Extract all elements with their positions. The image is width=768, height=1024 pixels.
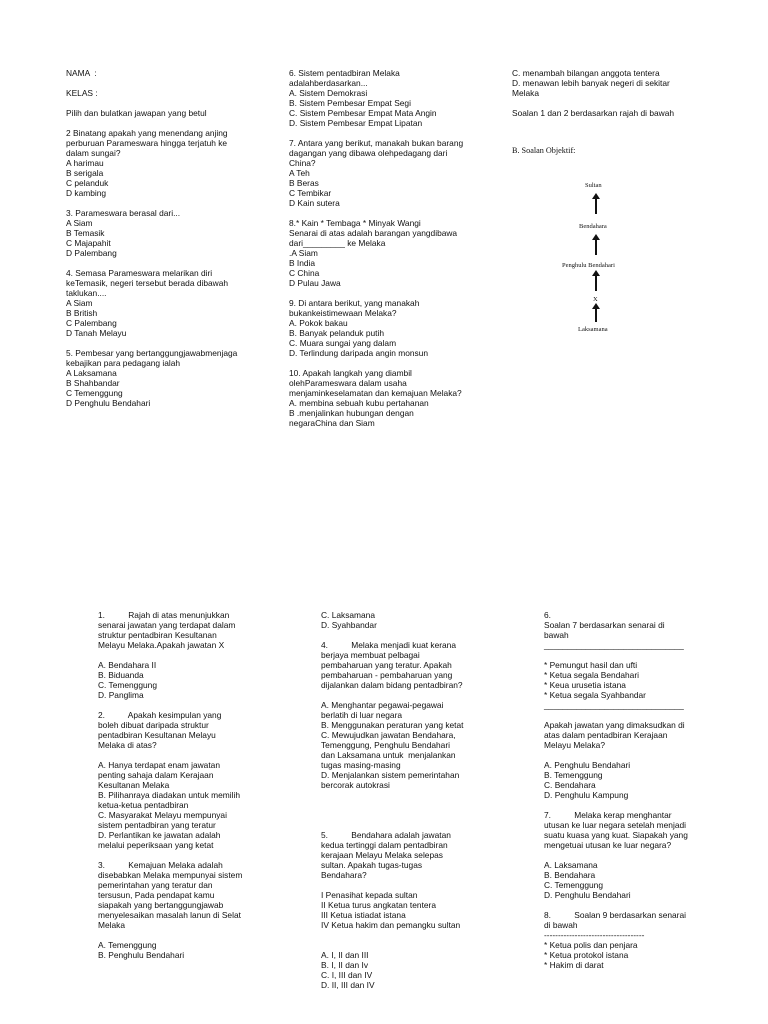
text-line: A. Menghantar pegawai-pegawai bbox=[321, 700, 444, 710]
question-block bbox=[289, 218, 494, 288]
text-line: dari_________ ke Melaka bbox=[289, 238, 386, 248]
question-block bbox=[321, 830, 511, 880]
text-line: NAMA : bbox=[66, 68, 97, 78]
text-line: A. Temenggung bbox=[98, 940, 157, 950]
text-line: pembaharuan - pembaharuan yang bbox=[321, 670, 453, 680]
question-block bbox=[289, 368, 494, 428]
text-line: kebajikan para pedagang ialah bbox=[66, 358, 181, 368]
text-line: pemerintahan yang teratur dan bbox=[98, 880, 213, 890]
text-line: China? bbox=[289, 158, 316, 168]
text-line: pembaharuan yang teratur. Apakah bbox=[321, 660, 452, 670]
text-line: tersusun, Pada pendapat kamu bbox=[98, 890, 215, 900]
text-line: dan Laksamana untuk menjalankan bbox=[321, 750, 456, 760]
text-line: 4. Semasa Parameswara melarikan diri bbox=[66, 268, 213, 278]
text-line: A. membina sebuah kubu pertahanan bbox=[289, 398, 429, 408]
text-line: * Keua urusetia istana bbox=[544, 680, 626, 690]
question-block bbox=[544, 860, 734, 900]
text-line: B British bbox=[66, 308, 98, 318]
text-line: B serigala bbox=[66, 168, 104, 178]
text-line: 5. Pembesar yang bertanggungjawabmenjaga bbox=[66, 348, 238, 358]
text-line: B. Pilihanraya diadakan untuk memilih bbox=[98, 790, 240, 800]
bottom-column-2 bbox=[321, 610, 511, 1000]
text-line: siapakah yang bertanggungjawab bbox=[98, 900, 224, 910]
text-line: B. Menggunakan peraturan yang ketat bbox=[321, 720, 464, 730]
question-block bbox=[321, 640, 511, 690]
text-line: A. Hanya terdapat enam jawatan bbox=[98, 760, 220, 770]
text-line: D. Terlindung daripada angin monsun bbox=[289, 348, 429, 358]
text-line: D. menawan lebih banyak negeri di sekitar bbox=[512, 78, 670, 88]
text-line: ______________________________ bbox=[544, 640, 684, 650]
question-block bbox=[66, 88, 266, 98]
question-block bbox=[544, 610, 734, 650]
text-line: 6. bbox=[544, 610, 551, 620]
text-line: 7. Antara yang berikut, manakah bukan barang bbox=[289, 138, 464, 148]
text-line: menyelesaikan masalah lanun di Selat bbox=[98, 910, 241, 920]
text-line: bercorak autokrasi bbox=[321, 780, 390, 790]
text-line: * Ketua protokol istana bbox=[544, 950, 629, 960]
diagram-laksamana: Laksamana bbox=[578, 326, 608, 333]
text-line: 8.* Kain * Tembaga * Minyak Wangi bbox=[289, 218, 421, 228]
text-line: A Teh bbox=[289, 168, 310, 178]
text-line: sultan. Apakah tugas-tugas bbox=[321, 860, 423, 870]
text-line: senarai jawatan yang terdapat dalam bbox=[98, 620, 236, 630]
text-line: adalahberdasarkan... bbox=[289, 78, 368, 88]
text-line: dijalankan dalam bidang pentadbiran? bbox=[321, 680, 463, 690]
text-line: 4. Melaka menjadi kuat kerana bbox=[321, 640, 456, 650]
text-line: B. I, II dan Iv bbox=[321, 960, 369, 970]
question-block bbox=[98, 940, 288, 960]
text-line: sistem pentadbiran yang teratur bbox=[98, 820, 216, 830]
top-column-3 bbox=[512, 68, 717, 128]
text-line: Senarai di atas adalah barangan yangdibawa bbox=[289, 228, 458, 238]
text-line: Melaka bbox=[98, 920, 125, 930]
text-line: D kambing bbox=[66, 188, 107, 198]
text-line: A Siam bbox=[66, 218, 93, 228]
question-block bbox=[512, 68, 717, 98]
question-block bbox=[98, 660, 288, 700]
text-line: Melaka di atas? bbox=[98, 740, 157, 750]
text-line: 3. Kemajuan Melaka adalah bbox=[98, 860, 223, 870]
text-line: * Hakim di darat bbox=[544, 960, 604, 970]
text-line: A harimau bbox=[66, 158, 104, 168]
question-block bbox=[98, 760, 288, 850]
text-line: D Pulau Jawa bbox=[289, 278, 341, 288]
text-line: A. Laksamana bbox=[544, 860, 598, 870]
text-line: Bendahara? bbox=[321, 870, 367, 880]
text-line: IV Ketua hakim dan pemangku sultan bbox=[321, 920, 461, 930]
text-line: D Palembang bbox=[66, 248, 117, 258]
question-block bbox=[321, 890, 511, 930]
question-block bbox=[289, 138, 494, 208]
text-line: B. Sistem Pembesar Empat Segi bbox=[289, 98, 411, 108]
text-line: dagangan yang dibawa olehpedagang dari bbox=[289, 148, 448, 158]
text-line: C Palembang bbox=[66, 318, 117, 328]
text-line: I Penasihat kepada sultan bbox=[321, 890, 418, 900]
question-block bbox=[544, 720, 734, 750]
text-line: B India bbox=[289, 258, 316, 268]
text-line: D. Perlantikan ke jawatan adalah bbox=[98, 830, 221, 840]
text-line: C. Bendahara bbox=[544, 780, 596, 790]
diagram-bendahara: Bendahara bbox=[579, 223, 607, 230]
text-line: Pilih dan bulatkan jawapan yang betul bbox=[66, 108, 207, 118]
text-line: B Beras bbox=[289, 178, 319, 188]
text-line: kerajaan Melayu Melaka selepas bbox=[321, 850, 443, 860]
question-block bbox=[544, 660, 734, 710]
text-line: D Tanah Melayu bbox=[66, 328, 127, 338]
text-line: keTemasik, negeri tersebut berada dibawah bbox=[66, 278, 229, 288]
question-block bbox=[544, 760, 734, 800]
text-line: ______________________________ bbox=[544, 700, 684, 710]
text-line: C. Mewujudkan jawatan Bendahara, bbox=[321, 730, 456, 740]
text-line: Apakah jawatan yang dimaksudkan di bbox=[544, 720, 685, 730]
text-line: olehParameswara dalam usaha bbox=[289, 378, 407, 388]
text-line: mengetuai utusan ke luar negara? bbox=[544, 840, 672, 850]
text-line: suatu kuasa yang kuat. Siapakah yang bbox=[544, 830, 688, 840]
text-line: D. Panglima bbox=[98, 690, 144, 700]
text-line: * Pemungut hasil dan ufti bbox=[544, 660, 638, 670]
text-line: berlatih di luar negara bbox=[321, 710, 403, 720]
arrow-up-icon bbox=[595, 198, 597, 214]
text-line: A. Pokok bakau bbox=[289, 318, 348, 328]
administration-diagram bbox=[540, 176, 650, 336]
text-line: 3. Parameswara berasal dari... bbox=[66, 208, 181, 218]
text-line bbox=[321, 940, 511, 950]
text-line: D. Penghulu Kampung bbox=[544, 790, 629, 800]
text-line: KELAS : bbox=[66, 88, 98, 98]
bottom-column-3 bbox=[544, 610, 734, 980]
text-line: tugas masing-masing bbox=[321, 760, 401, 770]
text-line: C. Sistem Pembesar Empat Mata Angin bbox=[289, 108, 437, 118]
question-block bbox=[98, 710, 288, 750]
text-line: B. Temenggung bbox=[544, 770, 603, 780]
text-line: Melaka bbox=[512, 88, 539, 98]
text-line: D. Penghulu Bendahari bbox=[544, 890, 631, 900]
text-line: Temenggung, Penghulu Bendahari bbox=[321, 740, 450, 750]
text-line: Melayu Melaka? bbox=[544, 740, 605, 750]
question-block bbox=[289, 298, 494, 358]
text-line: C Majapahit bbox=[66, 238, 111, 248]
question-block bbox=[66, 108, 266, 118]
text-line: menjaminkeselamatan dan kemajuan Melaka? bbox=[289, 388, 462, 398]
text-line: B Temasik bbox=[66, 228, 105, 238]
text-line bbox=[321, 800, 511, 810]
question-block bbox=[66, 268, 266, 338]
text-line: Soalan 7 berdasarkan senarai di bbox=[544, 620, 665, 630]
text-line: .A Siam bbox=[289, 248, 318, 258]
text-line: 1. Rajah di atas menunjukkan bbox=[98, 610, 230, 620]
text-line: kedua tertinggi dalam pentadbiran bbox=[321, 840, 448, 850]
text-line: atas dalam pentadbiran Kerajaan bbox=[544, 730, 668, 740]
top-column-1 bbox=[66, 68, 266, 418]
section-b-heading: B. Soalan Objektif: bbox=[512, 146, 576, 155]
text-line: 9. Di antara berikut, yang manakah bbox=[289, 298, 420, 308]
text-line: Kesultanan Melaka bbox=[98, 780, 170, 790]
text-line: C. menambah bilangan anggota tentera bbox=[512, 68, 660, 78]
text-line: B. Banyak pelanduk putih bbox=[289, 328, 384, 338]
text-line: A. Bendahara II bbox=[98, 660, 157, 670]
text-line: II Ketua turus angkatan tentera bbox=[321, 900, 437, 910]
text-line: C China bbox=[289, 268, 320, 278]
text-line: C. Masyarakat Melayu mempunyai bbox=[98, 810, 227, 820]
question-block bbox=[321, 940, 511, 990]
text-line: 5. Bendahara adalah jawatan bbox=[321, 830, 451, 840]
text-line: * Ketua segala Bendahari bbox=[544, 670, 639, 680]
text-line bbox=[321, 810, 511, 820]
text-line: D. II, III dan IV bbox=[321, 980, 375, 990]
text-line: B Shahbandar bbox=[66, 378, 120, 388]
text-line: D. Menjalankan sistem pemerintahan bbox=[321, 770, 460, 780]
question-block bbox=[321, 610, 511, 630]
text-line: di bawah bbox=[544, 920, 578, 930]
text-line: B. Bendahara bbox=[544, 870, 596, 880]
text-line: 8. Soalan 9 berdasarkan senarai bbox=[544, 910, 686, 920]
text-line: struktur pentadbiran Kesultanan bbox=[98, 630, 217, 640]
text-line: penting sahaja dalam Kerajaan bbox=[98, 770, 214, 780]
top-column-2 bbox=[289, 68, 494, 438]
text-line: taklukan.... bbox=[66, 288, 107, 298]
text-line: bawah bbox=[544, 630, 569, 640]
question-block bbox=[66, 68, 266, 78]
text-line: B. Penghulu Bendahari bbox=[98, 950, 185, 960]
text-line: 6. Sistem pentadbiran Melaka bbox=[289, 68, 400, 78]
question-block bbox=[98, 610, 288, 650]
question-block bbox=[98, 860, 288, 930]
text-line: D Kain sutera bbox=[289, 198, 340, 208]
text-line: melalui peperiksaan yang ketat bbox=[98, 840, 214, 850]
text-line: 2. Apakah kesimpulan yang bbox=[98, 710, 222, 720]
question-block bbox=[66, 348, 266, 408]
text-line: C. Laksamana bbox=[321, 610, 375, 620]
bottom-column-1 bbox=[98, 610, 288, 970]
text-line: C Temenggung bbox=[66, 388, 123, 398]
text-line: disebabkan Melaka mempunyai sistem bbox=[98, 870, 243, 880]
text-line: * Ketua polis dan penjara bbox=[544, 940, 638, 950]
text-line: C. Temenggung bbox=[98, 680, 157, 690]
question-block bbox=[321, 800, 511, 820]
text-line: D. Sistem Pembesar Empat Lipatan bbox=[289, 118, 423, 128]
text-line: D. Syahbandar bbox=[321, 620, 377, 630]
question-block bbox=[512, 108, 717, 118]
text-line: * Ketua segala Syahbandar bbox=[544, 690, 646, 700]
question-block bbox=[289, 68, 494, 128]
diagram-sultan: Sultan bbox=[585, 182, 602, 189]
question-block bbox=[544, 810, 734, 850]
diagram-x: X bbox=[593, 296, 598, 303]
text-line: B .menjalinkan hubungan dengan bbox=[289, 408, 414, 418]
question-block bbox=[321, 700, 511, 790]
text-line: pentadbiran Kesultanan Melayu bbox=[98, 730, 216, 740]
text-line: 7. Melaka kerap menghantar bbox=[544, 810, 672, 820]
text-line: boleh dibuat daripada struktur bbox=[98, 720, 209, 730]
arrow-up-icon bbox=[595, 275, 597, 291]
text-line: B. Biduanda bbox=[98, 670, 144, 680]
text-line: III Ketua istiadat istana bbox=[321, 910, 406, 920]
question-block bbox=[66, 208, 266, 258]
text-line: A. I, II dan III bbox=[321, 950, 369, 960]
arrow-up-icon bbox=[595, 239, 597, 255]
text-line: A. Penghulu Bendahari bbox=[544, 760, 631, 770]
text-line: perburuan Parameswara hingga terjatuh ke bbox=[66, 138, 228, 148]
text-line: D Penghulu Bendahari bbox=[66, 398, 151, 408]
text-line: ------------------------------------ bbox=[544, 930, 645, 940]
text-line: berjaya membuat pelbagai bbox=[321, 650, 420, 660]
text-line: 10. Apakah langkah yang diambil bbox=[289, 368, 412, 378]
text-line: A Siam bbox=[66, 298, 93, 308]
text-line: A Laksamana bbox=[66, 368, 117, 378]
diagram-penghulu-bendahari: Penghulu Bendahari bbox=[562, 262, 615, 269]
text-line: A. Sistem Demokrasi bbox=[289, 88, 368, 98]
text-line: Soalan 1 dan 2 berdasarkan rajah di bawah bbox=[512, 108, 675, 118]
text-line: C. Temenggung bbox=[544, 880, 603, 890]
text-line: bukankeistimewaan Melaka? bbox=[289, 308, 397, 318]
text-line: 2 Binatang apakah yang menendang anjing bbox=[66, 128, 228, 138]
text-line: negaraChina dan Siam bbox=[289, 418, 375, 428]
text-line: utusan ke luar negara setelah menjadi bbox=[544, 820, 687, 830]
text-line: C. Muara sungai yang dalam bbox=[289, 338, 397, 348]
text-line: Melayu Melaka.Apakah jawatan X bbox=[98, 640, 225, 650]
text-line: C pelanduk bbox=[66, 178, 109, 188]
text-line: dalam sungai? bbox=[66, 148, 121, 158]
text-line: ketua-ketua pentadbiran bbox=[98, 800, 189, 810]
text-line: C Tembikar bbox=[289, 188, 332, 198]
question-block bbox=[544, 910, 734, 970]
text-line: C. I, III dan IV bbox=[321, 970, 373, 980]
arrow-up-icon bbox=[595, 308, 597, 322]
question-block bbox=[66, 128, 266, 198]
